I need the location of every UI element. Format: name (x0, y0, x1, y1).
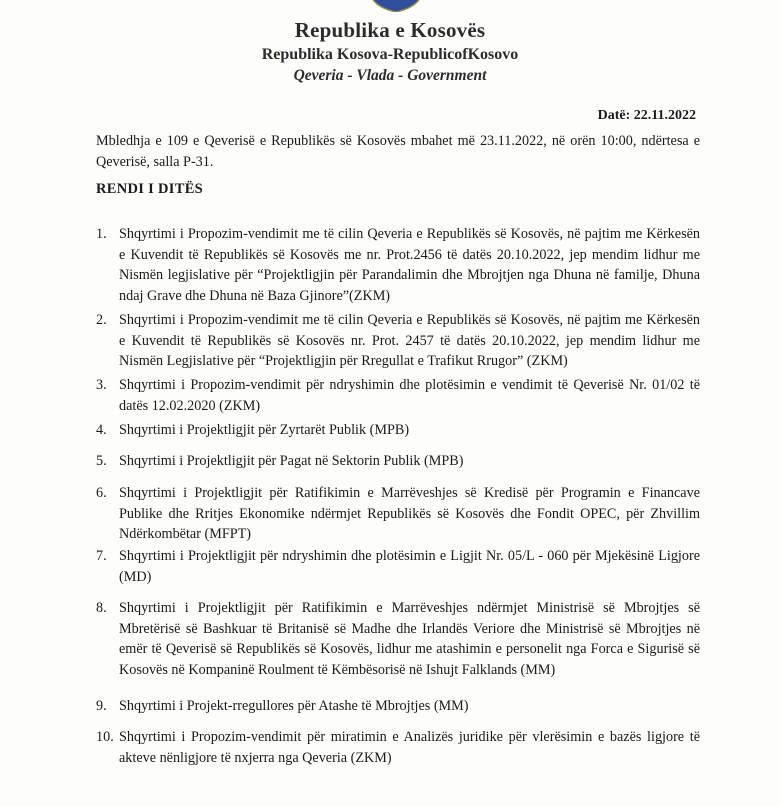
agenda-title: RENDI I DITËS (96, 181, 204, 197)
meeting-intro: Mbledhja e 109 e Qeverisë e Republikës së Kosovës mbahet më 23.11.2022, në orën 10:00, ndërtesa e Qeverisë, salla P-31. (96, 133, 700, 170)
item-number: 4. (96, 422, 107, 438)
item-number: 2. (96, 312, 107, 328)
item-text: Shqyrtimi i Projekt-rregullores për Atashe të Mbrojtjes (MM) (119, 698, 469, 714)
item-number: 6. (96, 485, 107, 501)
document-date: Datë: 22.11.2022 (597, 108, 696, 123)
item-number: 10. (96, 729, 114, 745)
item-number: 7. (96, 548, 107, 564)
agenda-item (96, 451, 700, 472)
government-line: Qeveria - Vlada - Government (293, 67, 487, 84)
coat-of-arms-emblem (368, 0, 424, 12)
agenda-item (96, 483, 700, 545)
item-text: Shqyrtimi i Projektligjit për Zyrtarët Publik (MPB) (119, 422, 410, 438)
agenda-item (96, 375, 700, 416)
item-text: Shqyrtimi i Projektligjit për Ratifikimin e Marrëveshjes ndërmjet Ministrisë së Mbrojtjes së Mbretërisë së Bashkuar të Britanisë së Madhe dhe Irlandës Veriore dhe Ministrisë së Mbrojtjes në emër të Qeverisë së Republikës së Kosovës, lidhur me atashimin e personelit nga Forca e Sigurisë së Kosovës në Kompaninë Roulment të Këmbësorisë në Ishujt Falklands (MM) (119, 600, 700, 678)
agenda-item (96, 420, 700, 441)
item-text: Shqyrtimi i Projektligjit për Ratifikimin e Marrëveshjes së Kredisë për Programin e Financave Publike dhe Rritjes Ekonomike ndërmjet Republikës së Kosovës dhe Fondit OPEC, për Zhvillim Ndërkombëtar (MFPT) (119, 485, 700, 542)
item-number: 8. (96, 600, 107, 616)
agenda-item (96, 696, 700, 717)
item-text: Shqyrtimi i Propozim-vendimit për miratimin e Analizës juridike për vlerësimin e bazës ligjore të akteve nënligjore të nxjerra nga Qeveria (ZKM) (119, 729, 700, 766)
agenda-item (96, 224, 700, 306)
item-number: 3. (96, 377, 107, 393)
item-text: Shqyrtimi i Projektligjit për Pagat në Sektorin Publik (MPB) (119, 453, 464, 469)
agenda-item (96, 727, 700, 768)
item-number: 1. (96, 226, 107, 242)
item-text: Shqyrtimi i Propozim-vendimit për ndryshimin dhe plotësimin e vendimit të Qeverisë Nr. 01/02 të datës 12.02.2020 (ZKM) (119, 377, 700, 414)
republic-subtitle: Republika Kosova-RepublicofKosovo (261, 46, 519, 63)
agenda-item (96, 598, 700, 680)
item-number: 9. (96, 698, 107, 714)
item-text: Shqyrtimi i Propozim-vendimit me të cilin Qeveria e Republikës së Kosovës, në pajtim me Kërkesën e Kuvendit të Republikës së Kosovës me nr. Prot.2456 të datës 20.10.2022, jep mendim lidhur me Nismën legjislative për “Projektligjin për Parandalimin dhe Mbrojtjen nga Dhuna në familje, Dhuna ndaj Grave dhe Dhuna në Baza Gjinore”(ZKM) (119, 226, 700, 304)
item-text: Shqyrtimi i Projektligjit për ndryshimin dhe plotësimin e Ligjit Nr. 05/L - 060 për Mjekësinë Ligjore (MD) (119, 548, 700, 585)
item-number: 5. (96, 453, 107, 469)
agenda-item (96, 310, 700, 372)
republic-title: Republika e Kosovës (294, 18, 486, 42)
item-text: Shqyrtimi i Propozim-vendimit me të cilin Qeveria e Republikës së Kosovës, në pajtim me Kërkesën e Kuvendit të Republikës së Kosovës nr. Prot. 2457 të datës 20.10.2022, jep mendim lidhur me Nismën Legjislative për “Projektligjin për Rregullat e Trafikut Rrugor” (ZKM) (119, 312, 700, 369)
agenda-item (96, 546, 700, 587)
